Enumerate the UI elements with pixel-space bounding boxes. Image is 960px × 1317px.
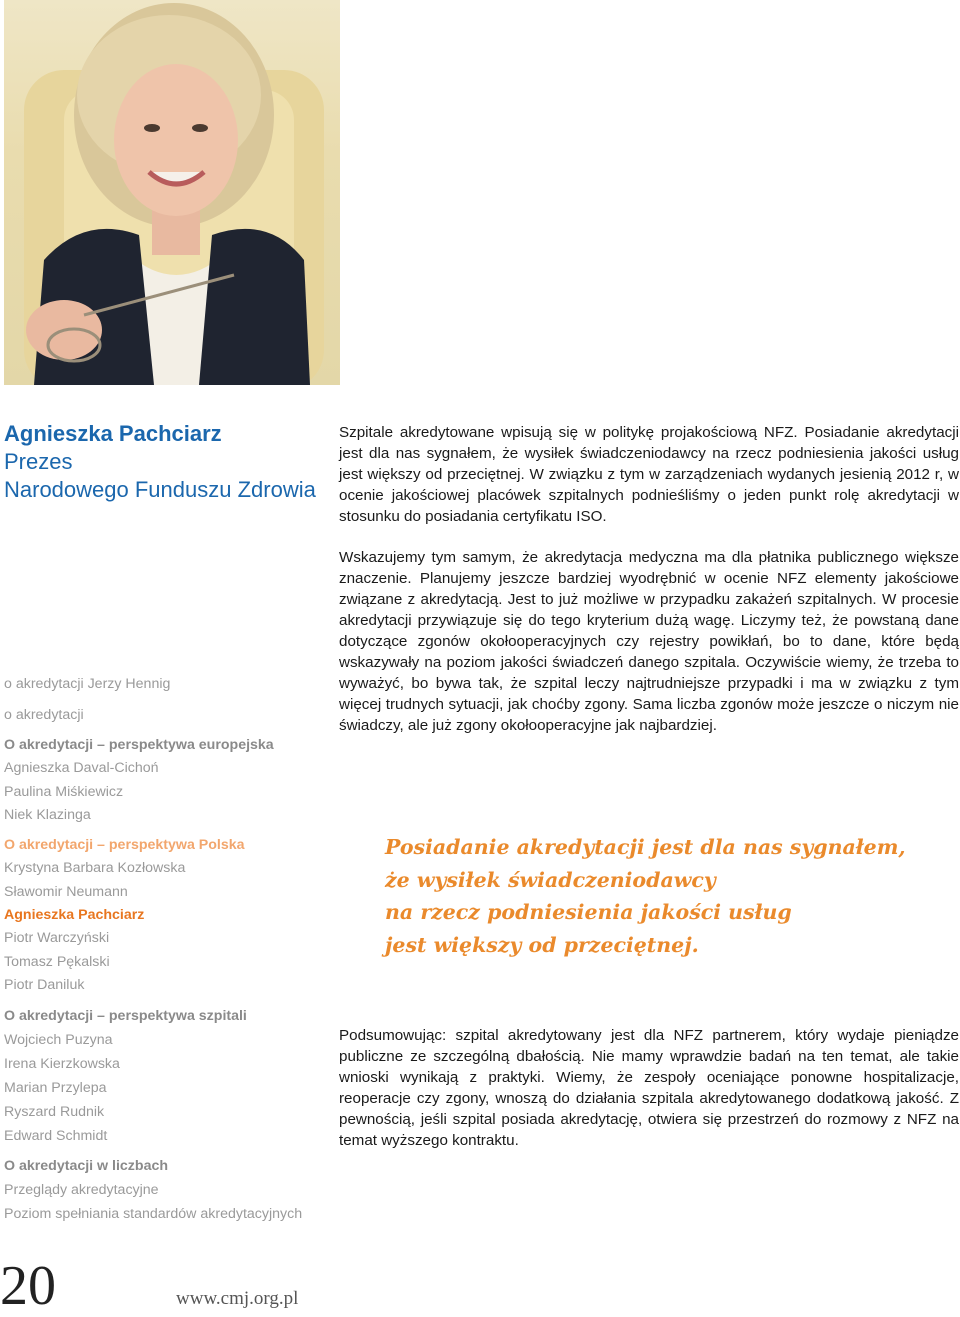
toc-item[interactable]: Tomasz Pękalski [4,954,110,970]
article-paragraph-1: Szpitale akredytowane wpisują się w politykę projakościową NFZ. Posiadanie akredytacji jest dla nas sygnałem, że wysiłek świadczeniodawcy na rzecz podniesienia jakości usług jest większy od przeciętnej. W związku z tym w zarządzeniach wydanych jesienią 2012 r, w ocenie jakościowej placówek szpitalnych podnieśliśmy o jeden punkt rolę akredytacji w stosunku do posiadania certyfikatu ISO. [339,424,959,525]
toc-item[interactable]: Irena Kierzkowska [4,1056,120,1072]
toc-item[interactable]: Przeglądy akredytacyjne [4,1182,159,1198]
pull-quote-line: na rzecz podniesienia jakości usług [385,900,792,924]
toc-item[interactable]: Niek Klazinga [4,807,91,823]
profile-organization: Narodowego Funduszu Zdrowia [4,477,316,502]
toc-item[interactable]: Agnieszka Daval-Cichoń [4,760,159,776]
toc-item[interactable]: Ryszard Rudnik [4,1104,105,1120]
portrait-photo [4,0,340,385]
toc-item[interactable]: Piotr Daniluk [4,977,85,993]
toc-item[interactable]: Krystyna Barbara Kozłowska [4,860,186,876]
toc-item[interactable]: Marian Przylepa [4,1080,107,1096]
article-paragraph-3: Podsumowując: szpital akredytowany jest dla NFZ partnerem, który wydaje pieniądze publiczne ze szczególną dbałością. Nie mamy wprawdzie badań na ten temat, ale takie wnioski wynikają z praktyki. Wiemy, że zespoły oceniające ponowne hospitalizacje, reoperacje czy zgony, wnoszą do działania szpitala akredytowanego dodatkową jakość. Z pewnością, jeśli szpital posiada akredytację, otwiera się przestrzeń do rozmowy z NFZ na temat wyższego kontraktu. [339,1027,959,1149]
pull-quote [385,831,905,961]
toc-item-active[interactable]: Agnieszka Pachciarz [4,907,145,923]
profile-block [4,420,334,504]
toc-item[interactable]: Piotr Warczyński [4,930,110,946]
profile-name: Agnieszka Pachciarz [4,421,222,446]
toc-item[interactable]: Edward Schmidt [4,1128,108,1144]
toc-item[interactable]: Poziom spełniania standardów akredytacyjnych [4,1206,303,1222]
toc-item[interactable]: o akredytacji Jerzy Hennig [4,676,171,692]
article-paragraph-2: Wskazujemy tym samym, że akredytacja medyczna ma dla płatnika publicznego większe znaczenie. Planujemy jeszcze bardziej wyodrębnić w ocenie NFZ elementy jakościowe związane z akredytacją. Jest to już możliwe w przypadku zakażeń szpitalnych. W procesie akredytacji przywiązuje się do tego kryterium dużą wagę. Liczymy też, że powstaną dane dotyczące zgonów okołooperacyjnych czy rejestry powikłań, bo to dane, które będą wskazywały na poziom jakości świadczeń danego szpitala. Oczywiście wiemy, że trzeba to wyważyć, bo bywa tak, że szpital leczy najtrudniejsze przypadki i ma w związku z tym więcej trudnych sytuacji, jak choćby zgony. Sama liczba zgonów może jeszcze o niczym nie świadczy, ale już zgony okołooperacyjne jak najbardziej. [339,549,959,734]
pull-quote-line: Posiadanie akredytacji jest dla nas sygnałem, [385,835,906,859]
toc-section-heading[interactable]: O akredytacji – perspektywa Polska [4,837,245,853]
pull-quote-line: jest większy od przeciętnej. [385,932,699,957]
page-number: 20 [0,1255,56,1317]
website-link[interactable]: www.cmj.org.pl [176,1288,299,1309]
toc-section-heading[interactable]: O akredytacji w liczbach [4,1158,169,1174]
toc-section-heading[interactable]: O akredytacji – perspektywa europejska [4,737,274,753]
toc-item[interactable]: Paulina Miśkiewicz [4,784,124,800]
toc-item[interactable]: o akredytacji [4,707,84,723]
toc-item[interactable]: Sławomir Neumann [4,884,128,900]
pull-quote-line: że wysiłek świadczeniodawcy [385,867,716,892]
profile-title: Prezes [4,449,73,474]
toc-section-heading[interactable]: O akredytacji – perspektywa szpitali [4,1008,247,1024]
toc-item[interactable]: Wojciech Puzyna [4,1032,113,1048]
